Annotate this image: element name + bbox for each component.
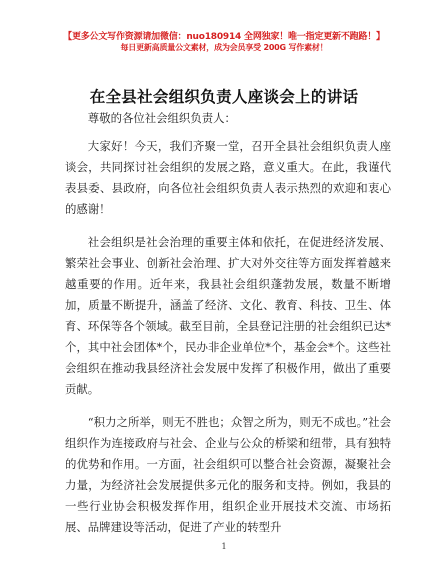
paragraph-2: 社会组织是社会治理的重要主体和依托，在促进经济发展、繁荣社会事业、创新社会治理、扩大对外交往等方面发挥着越来越重要的作用。近年来，我县社会组织蓬勃发展，数量不断增加，质量不断提升，涵盖了经济、文化、教育、科技、卫生、体育、环保等各个领域。截至目前，全县登记注册的社会组织已达*个，其中社会团体*个，民办非企业单位*个，基金会*个。这些社会组织在推动我县经济社会发展中发挥了积极作用，做出了重要贡献。 xyxy=(65,235,391,396)
paragraph-3: “积力之所举，则无不胜也；众智之所为，则无不成也。”社会组织作为连接政府与社会、企业与公众的桥梁和纽带，具有独特的优势和作用。一方面，社会组织可以整合社会资源，凝聚社会力量，为经济社会发展提供多元化的服务和支持。例如，我县的一些行业协会积极发挥作用，组织企业开展技术交流、市场拓展、品牌建设等活动，促进了产业的转型升 xyxy=(65,415,391,534)
document-body xyxy=(65,108,391,550)
page-number: 1 xyxy=(221,542,227,551)
salutation: 尊敬的各位社会组织负责人： xyxy=(87,111,236,125)
document-title: 在全县社会组织负责人座谈会上的讲话 xyxy=(89,88,359,106)
paragraph-1: 大家好！今天，我们齐聚一堂，召开全县社会组织负责人座谈会，共同探讨社会组织的发展之路，意义重大。在此，我谨代表县委、县政府，向各位社会组织负责人表示热烈的欢迎和衷心的感谢！ xyxy=(65,139,391,216)
promo-banner-line-1: 【更多公文写作资源请加微信：nuo180914 全网独家！唯一指定更新不跑路！】 xyxy=(63,32,385,42)
promo-banner-line-2: 每日更新高质量公文素材，成为会员享受 200G 写作素材！ xyxy=(120,43,328,52)
